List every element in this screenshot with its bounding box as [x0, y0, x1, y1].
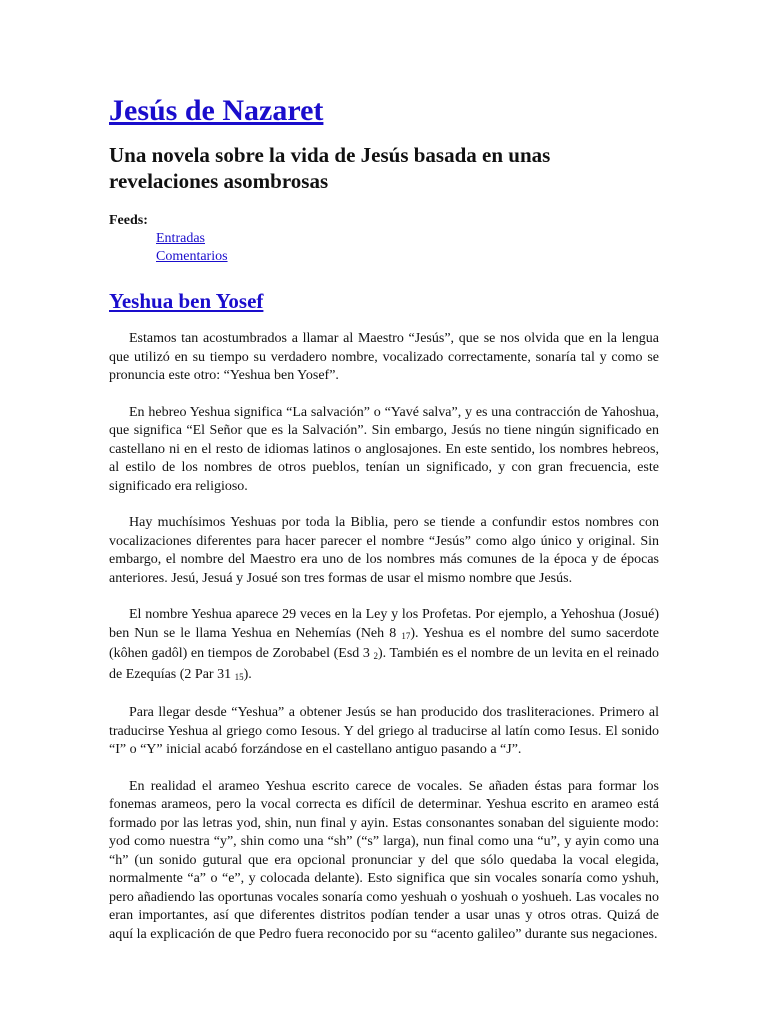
post-body	[109, 330, 659, 944]
blog-description: Una novela sobre la vida de Jesús basada en unas revelaciones asombrosas	[109, 143, 551, 193]
post-paragraph: En realidad el arameo Yeshua escrito carece de vocales. Se añaden éstas para formar los fonemas arameos, pero la vocal correcta es difícil de determinar. Yeshua escrito en arameo está formado por las letras yod, shin, nun final y ayin. Estas consonantes sonaban del siguiente modo: yod como nuestra “y”, shin como una “sh” (“s” larga), nun final como una “u”, y ayin como una “h” (un sonido gutural que era opcional pronunciar y del que sólo quedaba la vocal elegida, normalmente “a” o “e”, y colocada delante). Esto significa que sin vocales sonaría como yshuh, pero añadiendo las oportunas vocales sonaría como yeshuah o yoshuah o yoshueh. Las vocales no eran importantes, así que diferentes distritos podían tender a usar unas y otros otras. Quizá de aquí la explicación de que Pedro fuera reconocido por su “acento galileo” durante sus negaciones.	[109, 778, 659, 942]
post-paragraph: Hay muchísimos Yeshuas por toda la Biblia, pero se tiende a confundir estos nombres con vocalizaciones diferentes para hacer parecer el nombre “Jesús” como algo único y original. Sin embargo, el nombre del Maestro era uno de los nombres más comunes de la época y de épocas anteriores. Jesú, Jesuá y Josué son tres formas de usar el mismo nombre que Jesús.	[109, 515, 659, 586]
verse-subscript: 15	[234, 671, 244, 682]
paragraph-text: El nombre Yeshua aparece 29 veces en la Ley y los Profetas. Por ejemplo, a Yehoshua (Josué) ben Nun se le llama Yeshua en Nehemías (Neh 8	[109, 607, 659, 641]
feed-entradas-link[interactable]: Entradas	[156, 231, 205, 246]
feeds-item-comentarios	[156, 248, 659, 266]
paragraph-text: ).	[243, 666, 252, 682]
post-title-link[interactable]: Yeshua ben Yosef	[109, 289, 264, 313]
paragraph-text: ). También es el nombre de un levita en el reinado de Ezequías (2 Par 31	[109, 646, 659, 682]
feeds-label: Feeds:	[109, 213, 148, 228]
feeds-list	[109, 230, 659, 266]
page	[109, 92, 659, 962]
feed-comentarios-link[interactable]: Comentarios	[156, 249, 228, 264]
verse-subscript: 17	[401, 630, 411, 641]
feeds-section	[109, 212, 659, 266]
post-title	[109, 288, 659, 314]
post-paragraph: En hebreo Yeshua significa “La salvación” o “Yavé salva”, y es una contracción de Yahoshua, que significa “El Señor que es la Salvación”. Sin embargo, Jesús no tiene ningún significado en castellano ni en el resto de idiomas latinos o anglosajones. En este sentido, los nombres hebreos, al estilo de los nombres de otros pueblos, tenían un significado, y con gran frecuencia, este significado era religioso.	[109, 404, 659, 494]
feeds-item-entradas	[156, 230, 659, 248]
post-paragraph: Estamos tan acostumbrados a llamar al Maestro “Jesús”, que se nos olvida que en la lengua que utilizó en su tiempo su verdadero nombre, vocalizado correctamente, sonaría tal y como se pronuncia este otro: “Yeshua ben Yosef”.	[109, 331, 659, 383]
post-paragraph: Para llegar desde “Yeshua” a obtener Jesús se han producido dos trasliteraciones. Primero al traducirse Yeshua al griego como Iesous. Y del griego al traducirse al latín como Iesus. El sonido “I” o “Y” inicial acabó forzándose en el castellano antiguo pasando a “J”.	[109, 705, 659, 757]
post-paragraph	[109, 606, 659, 686]
blog-title	[109, 92, 659, 130]
blog-title-link[interactable]: Jesús de Nazaret	[109, 94, 324, 127]
verse-subscript: 2	[373, 651, 379, 661]
paragraph-text: ). Yeshua es el nombre del sumo sacerdote (kôhen gadôl) en tiempos de Zorobabel (Esd 3	[109, 625, 660, 661]
